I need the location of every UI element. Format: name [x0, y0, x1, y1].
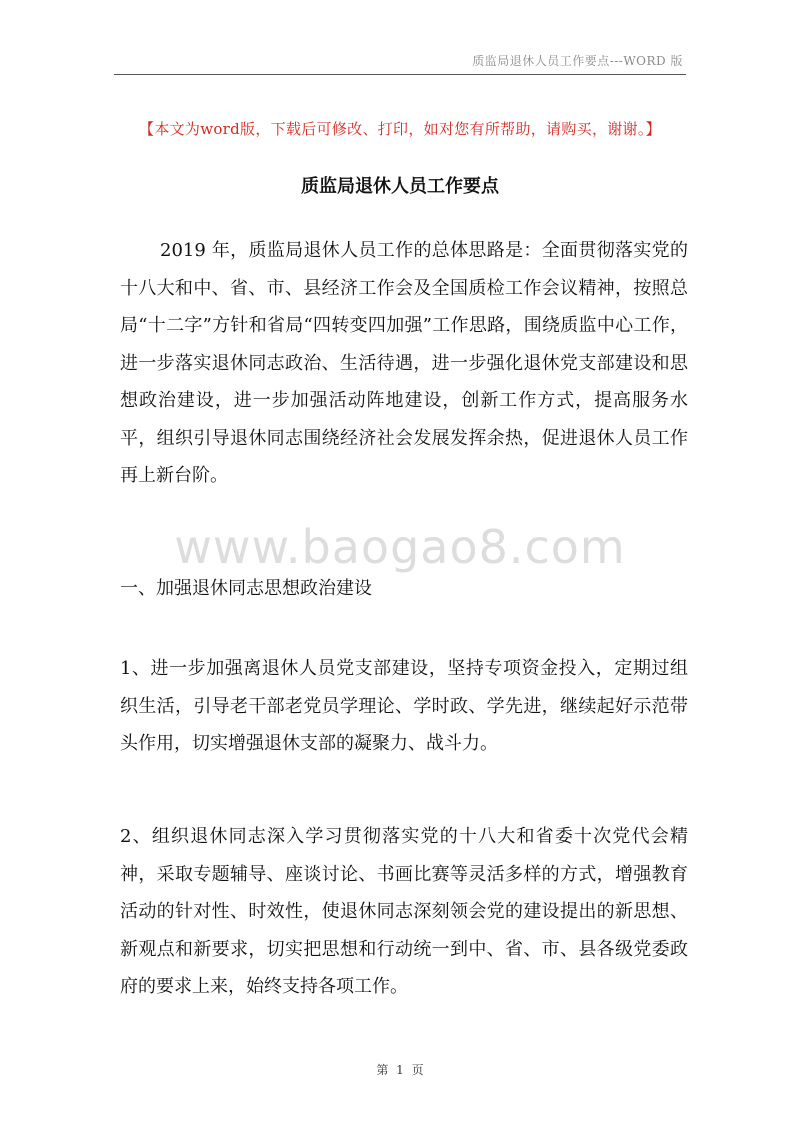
header-divider — [114, 74, 686, 75]
page-number-suffix: 页 — [411, 1063, 424, 1077]
section-heading: 一、加强退休同志思想政治建设 — [120, 578, 372, 599]
purchase-notice: 【本文为word版，下载后可修改、打印，如对您有所帮助，请购买，谢谢。】 — [139, 120, 661, 138]
page-number-prefix: 第 — [376, 1063, 389, 1077]
page-number: 1 — [396, 1063, 404, 1077]
intro-paragraph: 2019 年，质监局退休人员工作的总体思路是：全面贯彻落实党的十八大和中、省、市、县经济工作会及全国质检工作会议精神，按照总局“十二字”方针和省局“四转变四加强”工作思路，围绕质监中心工作，进一步落实退休同志政治、生活待遇，进一步强化退休党支部建设和思想政治建设，进一步加强活动阵地建设，创新工作方式，提高服务水平，组织引导退休同志围绕经济社会发展发挥余热，促进退休人员工作再上新台阶。 — [120, 240, 688, 486]
page-footer — [0, 1061, 800, 1078]
watermark: www.baogao8.com — [174, 520, 626, 574]
document-title: 质监局退休人员工作要点 — [301, 176, 499, 197]
running-header: 质监局退休人员工作要点---WORD 版 — [472, 54, 683, 68]
list-item: 2、组织退休同志深入学习贯彻落实党的十八大和省委十次党代会精神，采取专题辅导、座谈讨论、书画比赛等灵活多样的方式，增强教育活动的针对性、时效性，使退休同志深刻领会党的建设提出的新思想、新观点和新要求，切实把思想和行动统一到中、省、市、县各级党委政府的要求上来，始终支持各项工作。 — [120, 826, 688, 997]
list-item: 1、进一步加强离退休人员党支部建设，坚持专项资金投入，定期过组织生活，引导老干部老党员学理论、学时政、学先进，继续起好示范带头作用，切实增强退休支部的凝聚力、战斗力。 — [120, 658, 688, 754]
